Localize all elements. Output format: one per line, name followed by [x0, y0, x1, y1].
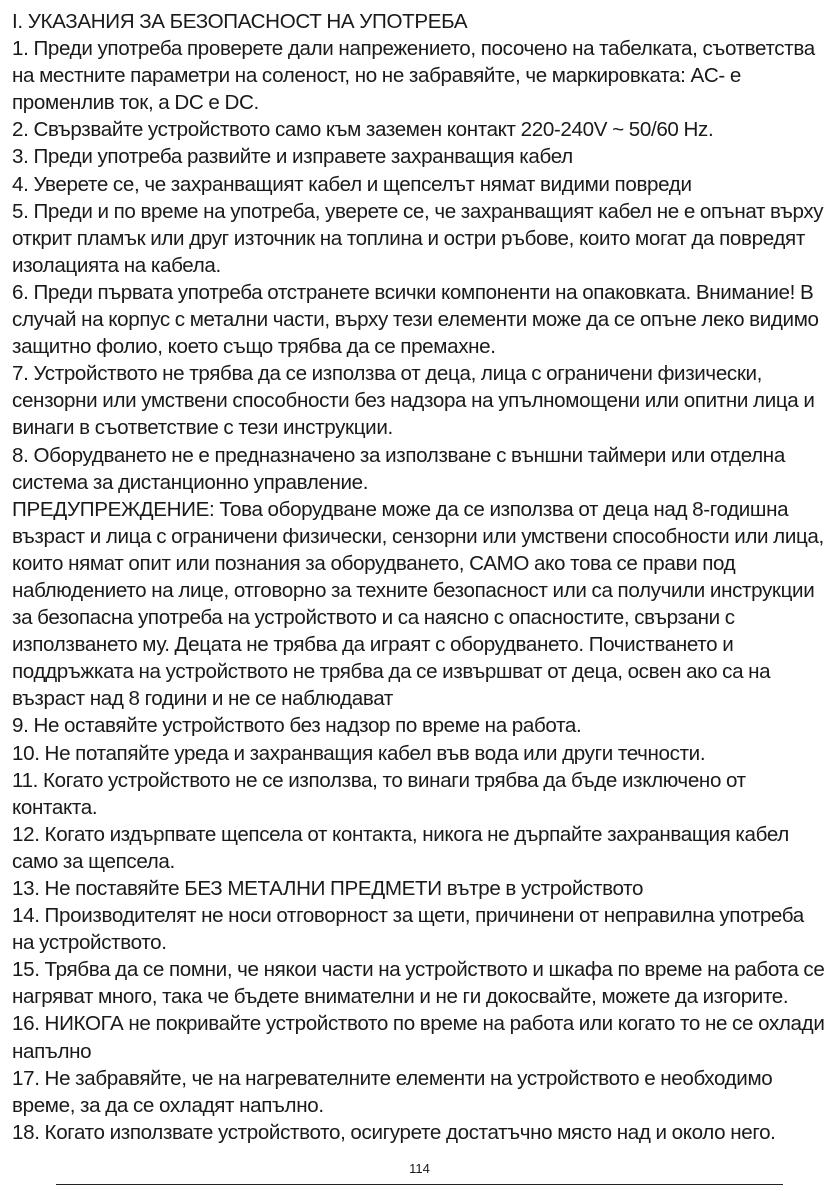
instruction-7: 7. Устройството не трябва да се използва от деца, лица с ограничени физически, сензорни или умствени способности без надзора на упълномощени или опитни лица и винаги в съответствие с тези инструкции.	[12, 362, 815, 440]
instruction-11: 11. Когато устройството не се използва, то винаги трябва да бъде изключено от контакта.	[12, 768, 746, 819]
instruction-17: 17. Не забравяйте, че на нагревателните елементи на устройството е необходимо време, за да се охладят напълно.	[12, 1066, 773, 1117]
instruction-4: 4. Уверете се, че захранващият кабел и щепселът нямат видими повреди	[12, 172, 692, 196]
instruction-14: 14. Производителят не носи отговорност за щети, причинени от неправилна употреба на устройството.	[12, 904, 804, 955]
instruction-9: 9. Не оставяйте устройството без надзор по време на работа.	[12, 714, 582, 738]
instruction-3: 3. Преди употреба развийте и изправете захранващия кабел	[12, 145, 573, 169]
footer-divider	[56, 1184, 783, 1185]
instruction-13: 13. Не поставяйте БЕЗ МЕТАЛНИ ПРЕДМЕТИ вътре в устройството	[12, 877, 644, 900]
instruction-5: 5. Преди и по време на употреба, уверете се, че захранващият кабел не е опънат върху открит пламък или друг източник на топлина и остри ръбове, които могат да повредят изолацията на кабела.	[12, 199, 824, 277]
document-body	[12, 8, 829, 1146]
instruction-10: 10. Не потапяйте уреда и захранващия кабел във вода или други течности.	[12, 741, 706, 765]
instruction-16: 16. НИКОГА не покривайте устройството по време на работа или когато то не се охлади напълно	[12, 1012, 825, 1063]
instruction-12: 12. Когато издърпвате щепсела от контакта, никога не дърпайте захранващия кабел само за щепсела.	[12, 822, 789, 873]
page-number: 114	[409, 1161, 430, 1176]
instruction-1: 1. Преди употреба проверете дали напрежението, посочено на табелката, съответства на местните параметри на соленост, но не забравяйте, че маркировката: AC- е променлив ток, а DC е DC.	[12, 37, 815, 115]
instruction-15: 15. Трябва да се помни, че някои части на устройството и шкафа по време на работа се нагряват много, така че бъдете внимателни и не ги докосвайте, можете да изгорите.	[12, 958, 825, 1009]
warning-paragraph: ПРЕДУПРЕЖДЕНИЕ: Това оборудване може да се използва от деца над 8-годишна възраст и лица с ограничени физически, сензорни или умствени способности или лица, които нямат опит или познания за оборудването, САМО ако това се прави под наблюдението на лице, отговорно за техните безопасност или са получили инструкции за безопасна употреба на устройството и са наясно с опасностите, свързани с използването му. Децата не трябва да играят с оборудването. Почистването и поддръжката на устройството не трябва да се извършват от деца, освен ако са на възраст над 8 години и не се наблюдават	[12, 497, 824, 711]
instruction-6: 6. Преди първата употреба отстранете всички компоненти на опаковката. Внимание! В случай на корпус с метални части, върху тези елементи може да се опъне леко видимо защитно фолио, което също трябва да се премахне.	[12, 280, 819, 359]
instruction-18: 18. Когато използвате устройството, осигурете достатъчно място над и около него.	[12, 1120, 776, 1144]
instruction-2: 2. Свързвайте устройството само към заземен контакт 220-240V ~ 50/60 Hz.	[12, 118, 714, 142]
section-heading: I. УКАЗАНИЯ ЗА БЕЗОПАСНОСТ НА УПОТРЕБА	[12, 10, 468, 33]
instruction-8: 8. Оборудването не е предназначено за използване с външни таймери или отделна система за дистанционно управление.	[12, 443, 785, 494]
